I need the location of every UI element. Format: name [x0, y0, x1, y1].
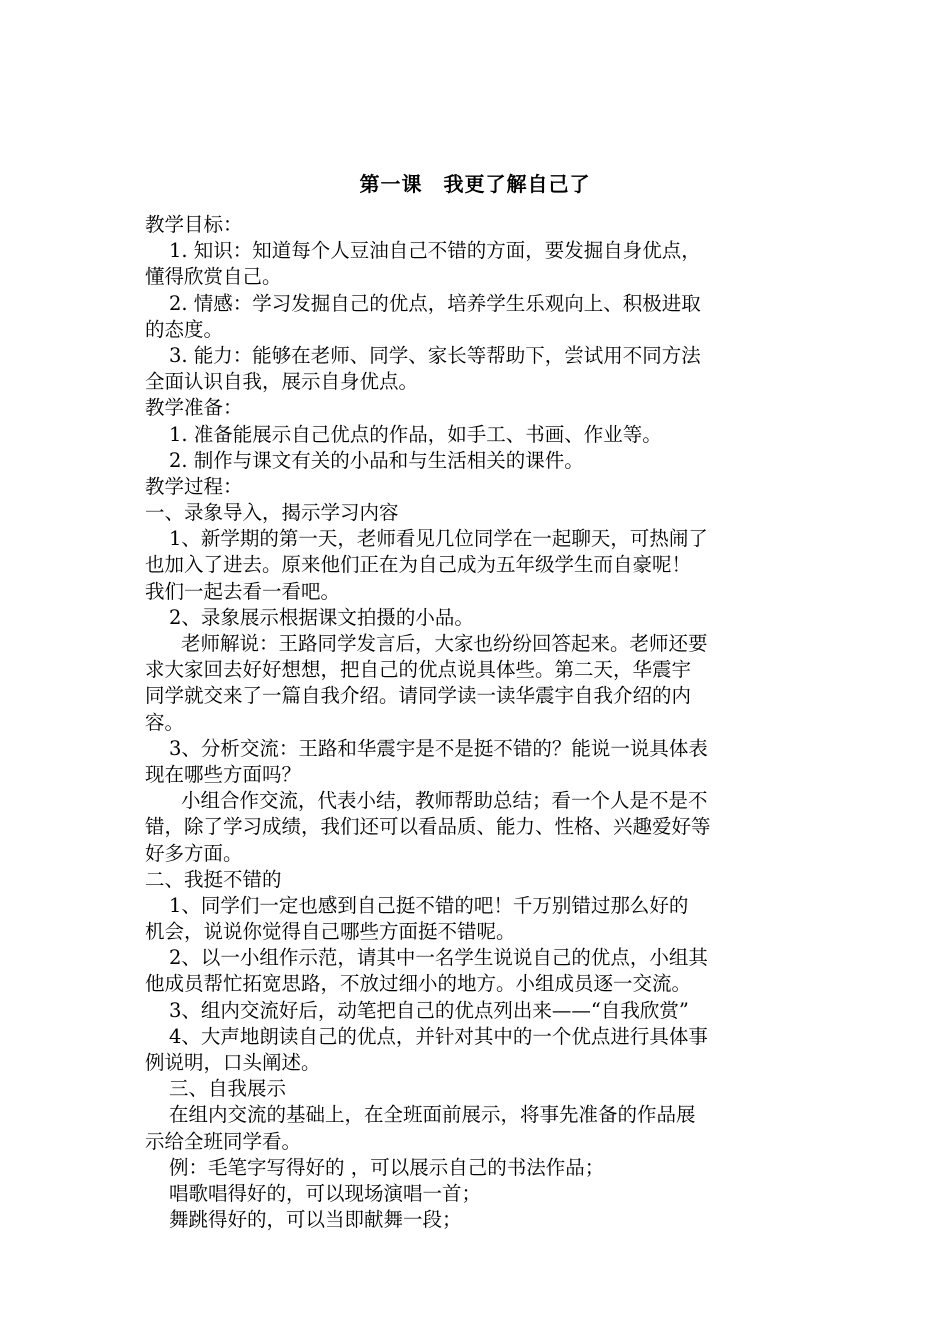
text-line: 错，除了学习成绩，我们还可以看品质、能力、性格、兴趣爱好等: [145, 815, 711, 839]
text-line: 三、自我展示: [169, 1077, 287, 1101]
text-line: 舞跳得好的，可以当即献舞一段；: [169, 1208, 462, 1232]
text-line: 好多方面。: [145, 841, 243, 865]
text-line: 3. 能力：能够在老师、同学、家长等帮助下，尝试用不同方法: [169, 343, 701, 367]
text-line: 3、组内交流好后，动笔把自己的优点列出来——“自我欣赏”: [169, 998, 689, 1022]
text-line: 2、以一小组作示范，请其中一名学生说说自己的优点，小组其: [169, 946, 708, 970]
text-line: 的态度。: [145, 317, 224, 341]
text-line: 同学就交来了一篇自我介绍。请同学读一读华震宇自我介绍的内: [145, 684, 692, 708]
text-line: 小组合作交流，代表小结，教师帮助总结；看一个人是不是不: [181, 789, 708, 813]
text-line: 例说明，口头阐述。: [145, 1051, 321, 1074]
text-line: 容。: [145, 710, 185, 734]
text-line: 教学准备：: [145, 396, 243, 420]
text-line: 1. 知识：知道每个人豆油自己不错的方面，要发掘自身优点，: [169, 239, 701, 263]
text-line: 机会，说说你觉得自己哪些方面挺不错呢。: [145, 920, 516, 944]
text-line: 在组内交流的基础上，在全班面前展示，将事先准备的作品展: [169, 1103, 696, 1127]
text-line: 我们一起去看一看吧。: [145, 579, 341, 603]
text-line: 示给全班同学看。: [145, 1129, 302, 1153]
document-body: [145, 212, 810, 1233]
text-line: 教学目标：: [145, 213, 243, 236]
text-line: 二、我挺不错的: [145, 867, 282, 891]
text-line: 懂得欣赏自己。: [145, 265, 282, 289]
text-line: 唱歌唱得好的，可以现场演唱一首；: [169, 1181, 482, 1205]
text-line: 1、同学们一定也感到自己挺不错的吧！千万别错过那么好的: [169, 893, 689, 917]
text-line: 教学过程：: [145, 474, 243, 498]
text-line: 2. 制作与课文有关的小品和与生活相关的课件。: [169, 448, 584, 472]
page-title: 第一课 我更了解自己了: [359, 172, 591, 196]
text-line: 3、分析交流：王路和华震宇是不是挺不错的？能说一说具体表: [169, 736, 708, 760]
text-line: 2. 情感：学习发掘自己的优点，培养学生乐观向上、积极进取: [169, 291, 701, 315]
text-line: 现在哪些方面吗？: [145, 762, 302, 786]
text-line: 1、新学期的第一天，老师看见几位同学在一起聊天，可热闹了: [169, 527, 708, 551]
text-line: 也加入了进去。原来他们正在为自己成为五年级学生而自豪呢！: [145, 553, 692, 577]
text-line: 1. 准备能展示自己优点的作品，如手工、书画、作业等。: [169, 422, 662, 446]
text-line: 求大家回去好好想想，把自己的优点说具体些。第二天，华震宇: [145, 658, 692, 682]
text-line: 2、录象展示根据课文拍摄的小品。: [169, 605, 474, 629]
text-line: 一、录象导入，揭示学习内容: [145, 501, 399, 525]
text-line: 例：毛笔字写得好的 ，可以展示自己的书法作品；: [169, 1155, 605, 1179]
text-line: 4、大声地朗读自己的优点，并针对其中的一个优点进行具体事: [169, 1024, 708, 1048]
text-line: 全面认识自我，展示自身优点。: [145, 370, 419, 394]
text-line: 老师解说：王路同学发言后，大家也纷纷回答起来。老师还要: [181, 632, 708, 655]
text-line: 他成员帮忙拓宽思路，不放过细小的地方。小组成员逐一交流。: [145, 972, 692, 996]
